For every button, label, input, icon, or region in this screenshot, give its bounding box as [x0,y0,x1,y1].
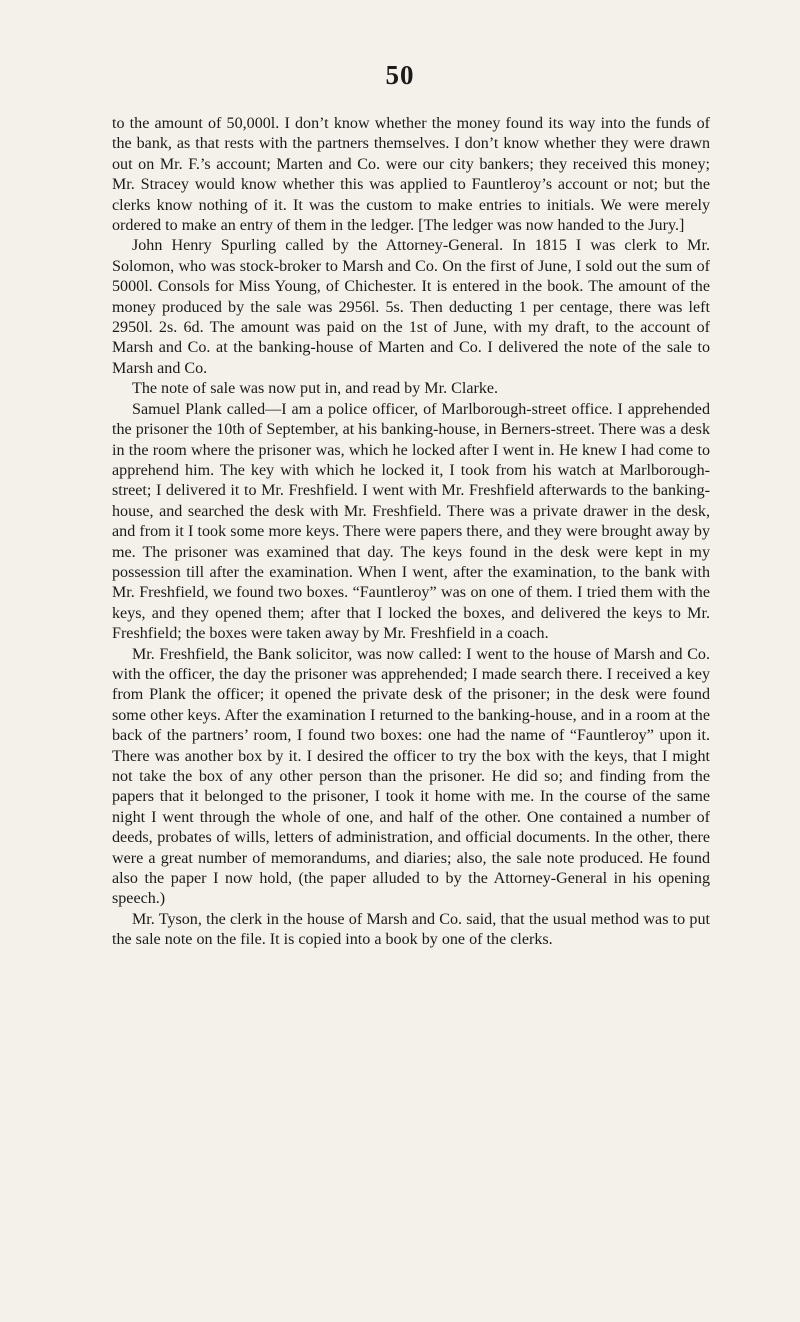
paragraph-tyson-testimony: Mr. Tyson, the clerk in the house of Marsh and Co. said, that the usual method was to put the sale note on the file. It is copied into a book by one of the clerks. [112,910,710,949]
paragraph-freshfield-testimony: Mr. Freshfield, the Bank solicitor, was now called: I went to the house of Marsh and Co. with the officer, the day the prisoner was apprehended; I made search there. I received a key from Plank the officer; it opened the private desk of the prisoner; in the desk were found some other keys. After the examination I returned to the banking-house, and in a room at the back of the partners’ room, I found two boxes: one had the name of “Fauntleroy” upon it. There was another box by it. I desired the officer to try the box with the keys, that I might not take the box of any other person than the prisoner. He did so; and finding from the papers that it belonged to the prisoner, I took it home with me. In the course of the same night I went through the whole of one, and half of the other. One contained a number of deeds, probates of wills, letters of administration, and official documents. In the other, there were a great number of memorandums, and diaries; also, the sale note produced. He found also the paper I now hold, (the paper alluded to by the Attorney-General in his opening speech.) [112,645,710,908]
page-number: 50 [385,60,415,90]
paragraph-spurling-testimony: John Henry Spurling called by the Attorney-General. In 1815 I was clerk to Mr. Solomon, who was stock-broker to Marsh and Co. On the first of June, I sold out the sum of 5000l. Consols for Miss Young, of Chichester. It is entered in the book. The amount of the money produced by the sale was 2956l. 5s. Then deducting 1 per centage, there was left 2950l. 2s. 6d. The amount was paid on the 1st of June, with my draft, to the account of Marsh and Co. at the banking-house of Marten and Co. I delivered the note of the sale to Marsh and Co. [112,237,710,377]
paragraph-note-of-sale: The note of sale was now put in, and read by Mr. Clarke. [132,380,499,398]
paragraph-continuation: to the amount of 50,000l. I don’t know whether the money found its way into the funds of the bank, as that rests with the partners themselves. I don’t know whether they were drawn out on Mr. F.’s account; Marten and Co. were our city bankers; they received this money; Mr. Stracey would know whether this was applied to Fauntleroy’s account or not; but the clerks know nothing of it. It was the custom to make entries to initials. We were merely ordered to make an entry of them in the ledger. [The ledger was now handed to the Jury.] [112,115,710,235]
body-text [112,114,710,951]
paragraph-plank-testimony: Samuel Plank called—I am a police officer, of Marlborough-street office. I apprehended the prisoner the 10th of September, at his banking-house, in Berners-street. There was a desk in the room where the prisoner was, which he locked after I went in. He knew I had come to apprehend him. The key with which he locked it, I took from his watch at Marlborough-street; I delivered it to Mr. Freshfield. I went with Mr. Freshfield afterwards to the banking-house, and searched the desk with Mr. Freshfield. There was a private drawer in the desk, and from it I took some more keys. There were papers there, and they were brought away by me. The prisoner was examined that day. The keys found in the desk were kept in my possession till after the examination. When I went, after the examination, to the bank with Mr. Freshfield, we found two boxes. “Fauntleroy” was on one of them. I tried them with the keys, and they opened them; after that I locked the boxes, and delivered the keys to Mr. Freshfield; the boxes were taken away by Mr. Freshfield in a coach. [112,400,710,643]
